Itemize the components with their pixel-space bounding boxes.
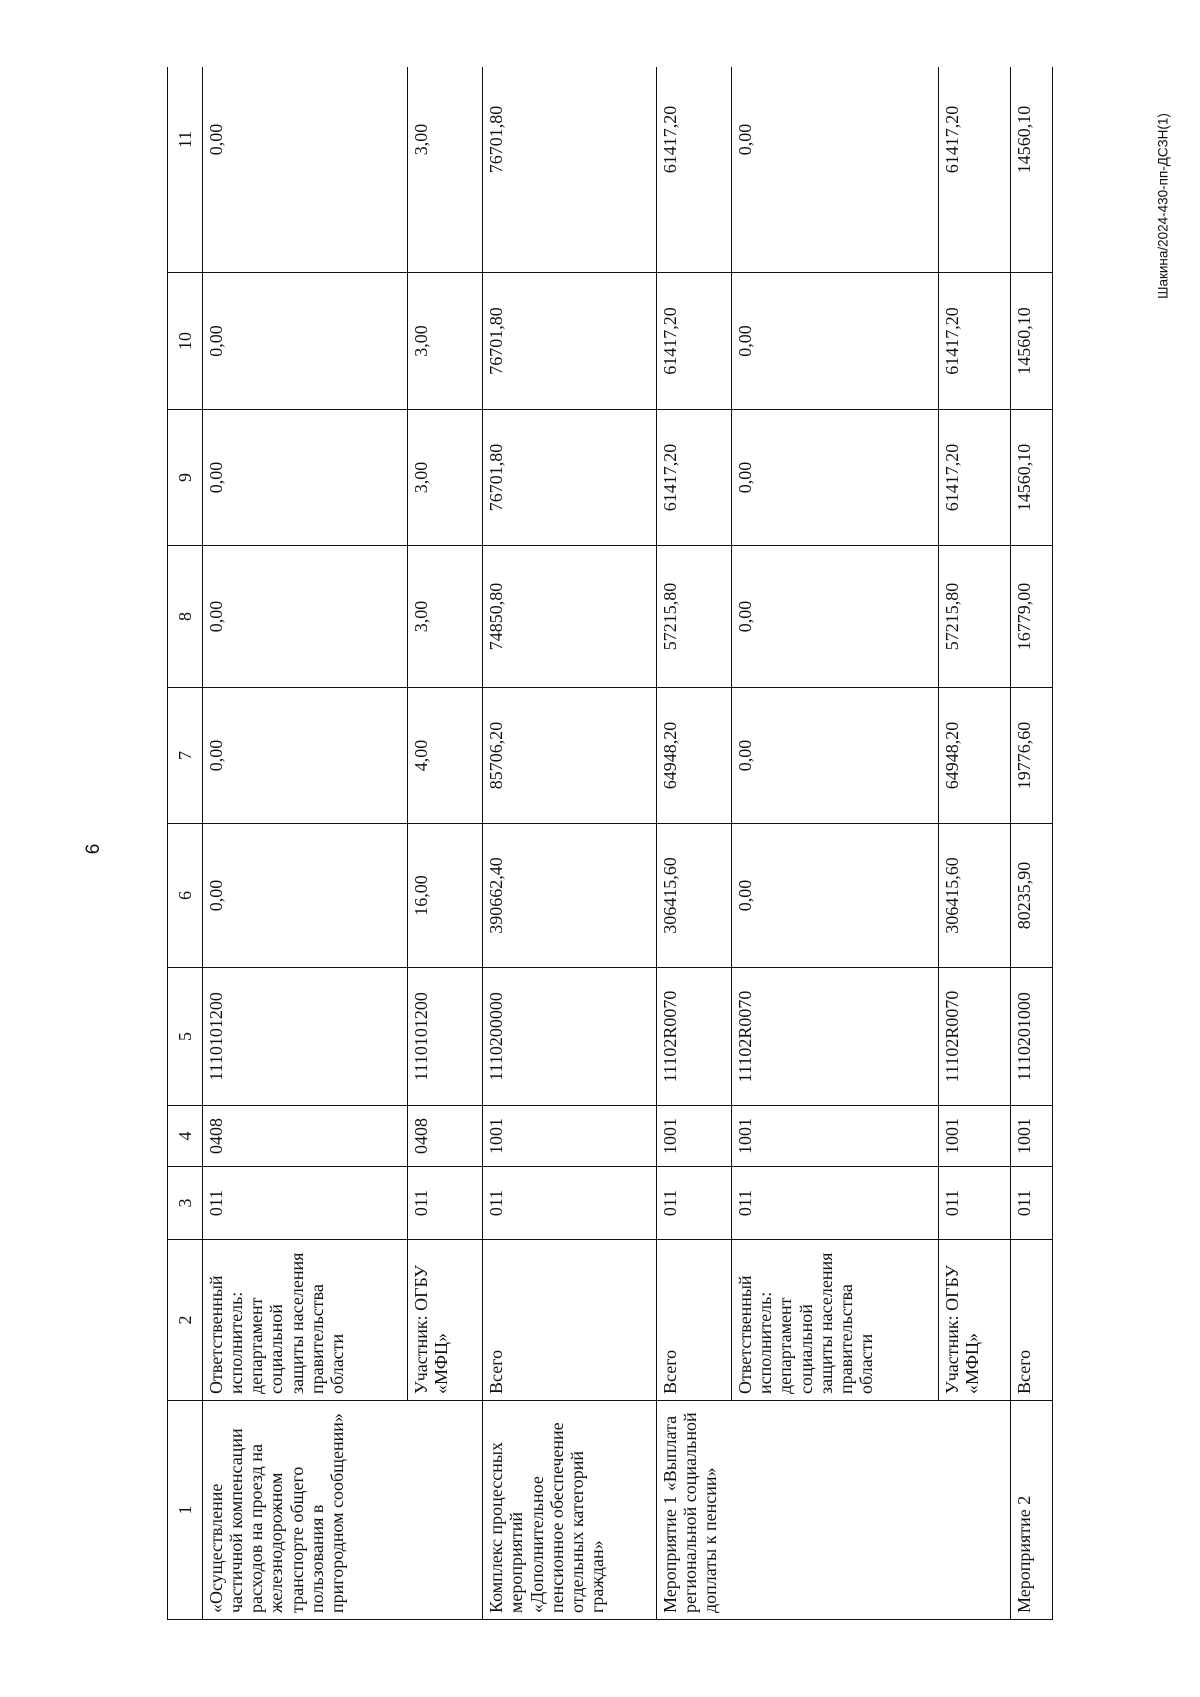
table-row — [483, 67, 656, 1620]
value-cell: 3,00 — [407, 273, 482, 410]
grbs-cell: 011 — [483, 1167, 656, 1240]
executor-cell: Ответственный исполнитель: департамент социальной защиты населения правительства области — [203, 1240, 408, 1401]
table-row — [732, 67, 939, 1620]
table-row — [203, 67, 408, 1620]
executor-cell: Участник: ОГБУ «МФЦ» — [407, 1240, 482, 1401]
header-cell: 8 — [168, 546, 203, 688]
value-cell: 0,00 — [732, 824, 939, 968]
header-cell: 10 — [168, 273, 203, 410]
value-cell: 0,00 — [203, 546, 408, 688]
section-cell: 1001 — [656, 1106, 731, 1167]
value-cell: 76701,80 — [483, 410, 656, 546]
value-cell: 57215,80 — [656, 546, 731, 688]
value-cell: 16779,00 — [1011, 546, 1053, 688]
executor-cell: Ответственный исполнитель: департамент социальной защиты населения правительства области — [732, 1240, 939, 1401]
value-cell: 61417,20 — [656, 273, 731, 410]
table-row — [656, 67, 731, 1620]
value-cell: 61417,20 — [939, 273, 1011, 410]
section-cell: 1001 — [939, 1106, 1011, 1167]
value-cell: 61417,20 — [656, 67, 731, 273]
value-cell: 61417,20 — [939, 67, 1011, 273]
value-cell: 19776,60 — [1011, 688, 1053, 824]
value-cell: 85706,20 — [483, 688, 656, 824]
value-cell: 0,00 — [732, 410, 939, 546]
value-cell: 74850,80 — [483, 546, 656, 688]
header-cell: 4 — [168, 1106, 203, 1167]
table-row — [407, 67, 482, 1620]
table-row — [1011, 67, 1053, 1620]
value-cell: 61417,20 — [939, 410, 1011, 546]
executor-cell: Участник: ОГБУ «МФЦ» — [939, 1240, 1011, 1401]
value-cell: 306415,60 — [656, 824, 731, 968]
row-name-cell: «Осуществление частичной компенсации расходов на проезд на железнодорожном транспорте общего пользования в пригородном сообщении» — [203, 1401, 483, 1620]
header-cell: 7 — [168, 688, 203, 824]
target-article-cell: 1110101200 — [407, 968, 482, 1106]
value-cell: 390662,40 — [483, 824, 656, 968]
row-name-cell: Мероприятие 1 «Выплата региональной социальной доплаты к пенсии» — [656, 1401, 1011, 1620]
value-cell: 76701,80 — [483, 67, 656, 273]
value-cell: 4,00 — [407, 688, 482, 824]
section-cell: 1001 — [732, 1106, 939, 1167]
rotated-table-container — [167, 67, 1053, 1620]
header-cell: 9 — [168, 410, 203, 546]
value-cell: 14560,10 — [1011, 410, 1053, 546]
header-cell: 2 — [168, 1240, 203, 1401]
header-row — [168, 67, 203, 1620]
value-cell: 14560,10 — [1011, 67, 1053, 273]
target-article-cell: 1110200000 — [483, 968, 656, 1106]
value-cell: 0,00 — [203, 410, 408, 546]
table-row — [939, 67, 1011, 1620]
target-article-cell: 11102R0070 — [656, 968, 731, 1106]
value-cell: 64948,20 — [939, 688, 1011, 824]
executor-cell: Всего — [1011, 1240, 1053, 1401]
value-cell: 0,00 — [732, 546, 939, 688]
executor-cell: Всего — [483, 1240, 656, 1401]
budget-table — [167, 67, 1053, 1620]
value-cell: 16,00 — [407, 824, 482, 968]
page-number: 6 — [83, 843, 104, 855]
value-cell: 0,00 — [203, 824, 408, 968]
grbs-cell: 011 — [732, 1167, 939, 1240]
value-cell: 3,00 — [407, 546, 482, 688]
header-cell: 6 — [168, 824, 203, 968]
header-cell: 11 — [168, 67, 203, 273]
grbs-cell: 011 — [203, 1167, 408, 1240]
grbs-cell: 011 — [656, 1167, 731, 1240]
grbs-cell: 011 — [407, 1167, 482, 1240]
value-cell: 57215,80 — [939, 546, 1011, 688]
header-cell: 1 — [168, 1401, 203, 1620]
executor-cell: Всего — [656, 1240, 731, 1401]
value-cell: 3,00 — [407, 410, 482, 546]
target-article-cell: 1110201000 — [1011, 968, 1053, 1106]
value-cell: 3,00 — [407, 67, 482, 273]
value-cell: 0,00 — [203, 688, 408, 824]
section-cell: 0408 — [203, 1106, 408, 1167]
value-cell: 64948,20 — [656, 688, 731, 824]
value-cell: 0,00 — [203, 273, 408, 410]
header-cell: 5 — [168, 968, 203, 1106]
row-name-cell: Мероприятие 2 — [1011, 1401, 1053, 1620]
section-cell: 0408 — [407, 1106, 482, 1167]
document-code: Шакина/2024-430-пп-ДСЗН(1) — [1155, 113, 1171, 299]
value-cell: 14560,10 — [1011, 273, 1053, 410]
rotated-table-area — [167, 67, 1053, 1620]
grbs-cell: 011 — [939, 1167, 1011, 1240]
value-cell: 0,00 — [732, 67, 939, 273]
header-cell: 3 — [168, 1167, 203, 1240]
value-cell: 80235,90 — [1011, 824, 1053, 968]
target-article-cell: 1110101200 — [203, 968, 408, 1106]
grbs-cell: 011 — [1011, 1167, 1053, 1240]
target-article-cell: 11102R0070 — [732, 968, 939, 1106]
value-cell: 61417,20 — [656, 410, 731, 546]
target-article-cell: 11102R0070 — [939, 968, 1011, 1106]
value-cell: 0,00 — [732, 273, 939, 410]
row-name-cell: Комплекс процессных мероприятий «Дополнительное пенсионное обеспечение отдельных категорий граждан» — [483, 1401, 656, 1620]
value-cell: 0,00 — [203, 67, 408, 273]
section-cell: 1001 — [1011, 1106, 1053, 1167]
value-cell: 306415,60 — [939, 824, 1011, 968]
value-cell: 76701,80 — [483, 273, 656, 410]
value-cell: 0,00 — [732, 688, 939, 824]
section-cell: 1001 — [483, 1106, 656, 1167]
